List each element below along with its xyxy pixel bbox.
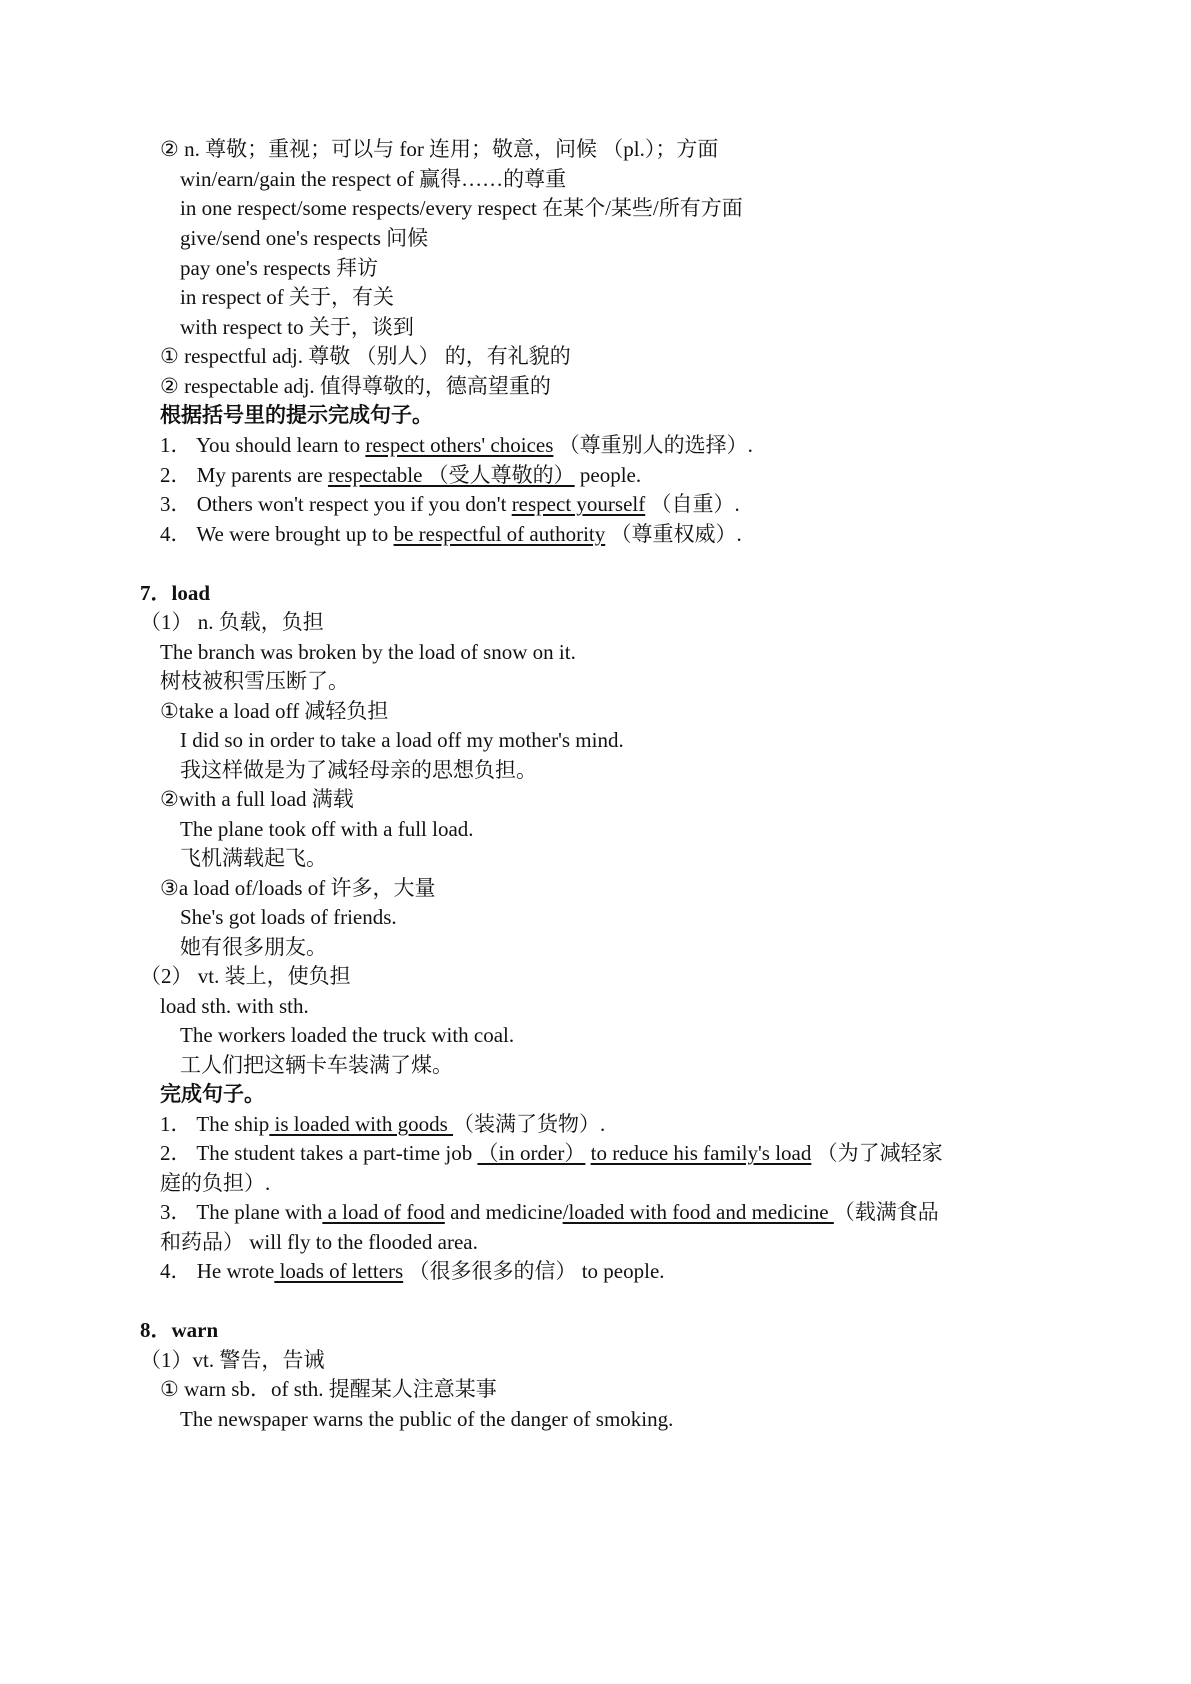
example-chinese: 树枝被积雪压断了。 [160, 669, 349, 693]
phrase-line: in respect of 关于，有关 [180, 285, 395, 309]
item-text: （装满了货物）. [453, 1112, 606, 1136]
item-number: 2． [160, 1141, 192, 1165]
phrase-with-a-full-load: ②with a full load 满载 [160, 787, 354, 811]
exercise-heading: 完成句子。 [160, 1082, 265, 1106]
section-heading-load: 7．load [140, 581, 211, 605]
example-english: The newspaper warns the public of the danger of smoking. [180, 1407, 674, 1431]
example-chinese: 她有很多朋友。 [180, 935, 327, 959]
answer-blank: be respectful of authority [393, 522, 606, 546]
item-text: The ship [196, 1112, 270, 1136]
phrase-line: with respect to 关于，谈到 [180, 315, 414, 339]
item-text: Others won't respect you if you don't [196, 492, 512, 516]
item-number: 3． [160, 492, 192, 516]
item-text: （很多很多的信） to people. [403, 1259, 665, 1283]
item-text: people. [574, 463, 642, 487]
answer-blank: respect yourself [511, 492, 646, 516]
sense-verb: （1）vt. 警告，告诫 [140, 1348, 325, 1372]
phrase-take-a-load-off: ①take a load off 减轻负担 [160, 699, 389, 723]
item-text: and medicine [444, 1200, 563, 1224]
answer-blank: a load of food [322, 1200, 445, 1224]
example-english: She's got loads of friends. [180, 905, 397, 929]
item-text: （自重）. [645, 492, 740, 516]
item-text: （尊重权威）. [605, 522, 742, 546]
item-number: 4． [160, 522, 192, 546]
answer-blank: loads of letters [274, 1259, 404, 1283]
example-chinese: 我这样做是为了减轻母亲的思想负担。 [180, 758, 537, 782]
item-text: My parents are [196, 463, 328, 487]
answer-blank: respect others' choices [365, 433, 554, 457]
respect-meaning-2: ② n. 尊敬；重视；可以与 for 连用；敬意，问候 （pl.）；方面 [160, 137, 719, 161]
derivative-respectful: ① respectful adj. 尊敬 （别人） 的，有礼貌的 [160, 344, 571, 368]
item-text: We were brought up to [196, 522, 394, 546]
exercise-item [160, 1256, 665, 1286]
derivative-respectable: ② respectable adj. 值得尊敬的，德高望重的 [160, 374, 551, 398]
example-english: The plane took off with a full load. [180, 817, 474, 841]
exercise-item [160, 1109, 605, 1139]
example-chinese: 工人们把这辆卡车装满了煤。 [180, 1053, 453, 1077]
item-text: （为了减轻家 [811, 1141, 943, 1165]
answer-blank: is loaded with goods [269, 1112, 454, 1136]
item-text: （载满食品 [833, 1200, 939, 1224]
item-number: 4． [160, 1259, 192, 1283]
answer-blank: /loaded with food and medicine [562, 1200, 834, 1224]
item-text: You should learn to [195, 433, 366, 457]
exercise-item [160, 460, 641, 490]
example-english: The workers loaded the truck with coal. [180, 1023, 515, 1047]
exercise-item [160, 489, 740, 519]
exercise-continuation: 和药品） will fly to the flooded area. [160, 1230, 478, 1254]
pattern-line: load sth. with sth. [160, 994, 309, 1018]
item-number: 1． [160, 433, 192, 457]
item-text: He wrote [196, 1259, 275, 1283]
item-number: 3． [160, 1200, 192, 1224]
phrase-line: in one respect/some respects/every respect 在某个/某些/所有方面 [180, 196, 743, 220]
item-text: The plane with [196, 1200, 323, 1224]
answer-blank: respectable （受人尊敬的） [327, 463, 575, 487]
example-english: I did so in order to take a load off my mother's mind. [180, 728, 624, 752]
phrase-line: pay one's respects 拜访 [180, 256, 378, 280]
example-english: The branch was broken by the load of snow on it. [160, 640, 576, 664]
sense-noun: （1） n. 负载，负担 [140, 610, 324, 634]
answer-blank: to reduce his family's load [590, 1141, 812, 1165]
answer-blank: （in order） [477, 1141, 586, 1165]
exercise-continuation: 庭的负担）. [160, 1171, 271, 1195]
exercise-item [160, 1138, 943, 1168]
item-text: The student takes a part-time job [196, 1141, 478, 1165]
section-heading-warn: 8．warn [140, 1318, 219, 1342]
item-text: （尊重别人的选择）. [553, 433, 753, 457]
phrase-warn-sb-of-sth: ① warn sb．of sth. 提醒某人注意某事 [160, 1377, 497, 1401]
exercise-item [160, 430, 753, 460]
sense-verb: （2） vt. 装上，使负担 [140, 964, 351, 988]
phrase-line: give/send one's respects 问候 [180, 226, 429, 250]
exercise-item [160, 519, 742, 549]
phrase-loads-of: ③a load of/loads of 许多，大量 [160, 876, 436, 900]
item-number: 1． [160, 1112, 192, 1136]
item-number: 2． [160, 463, 192, 487]
exercise-item [160, 1197, 939, 1227]
exercise-heading: 根据括号里的提示完成句子。 [160, 403, 433, 427]
example-chinese: 飞机满载起飞。 [180, 846, 327, 870]
phrase-line: win/earn/gain the respect of 赢得……的尊重 [180, 167, 567, 191]
